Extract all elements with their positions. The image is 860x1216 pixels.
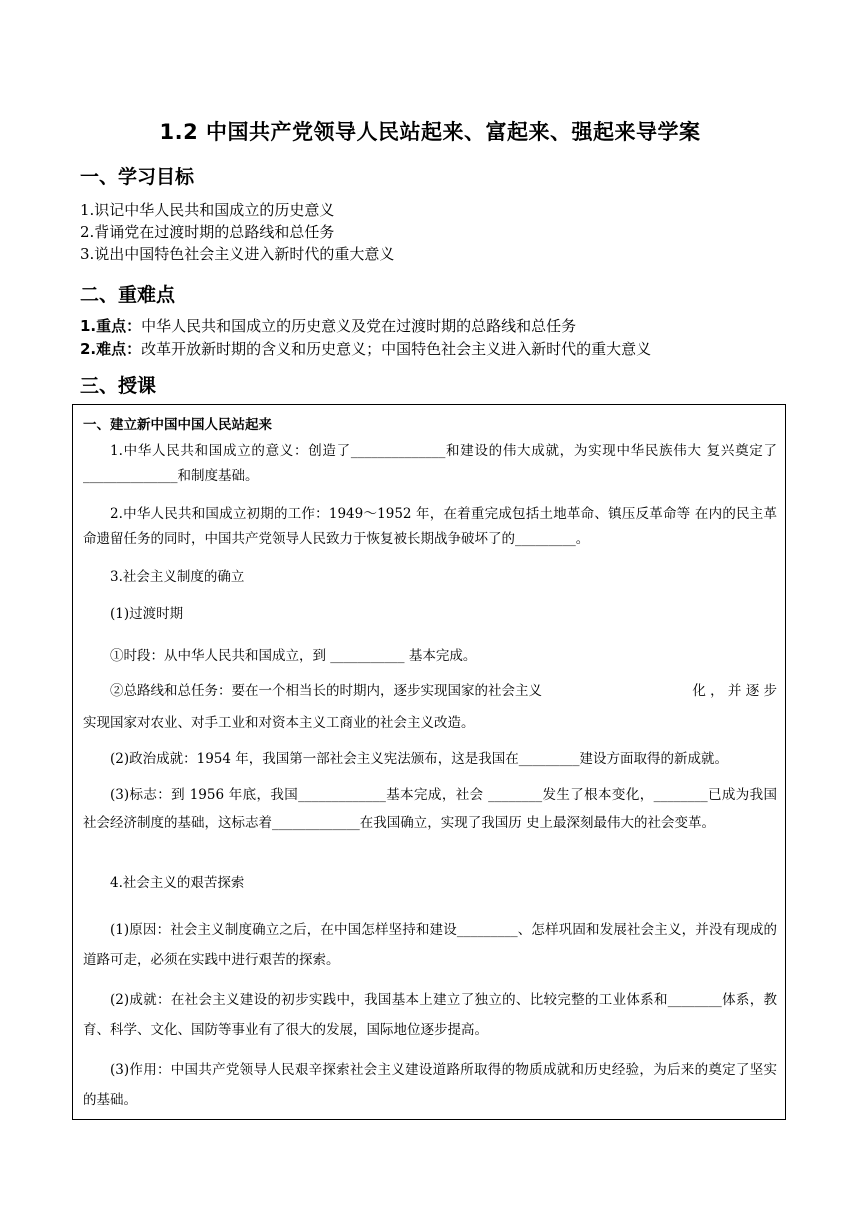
key-point-line <box>80 315 576 337</box>
lesson-box <box>72 404 786 1120</box>
section-heading-lesson: 三、授课 <box>80 375 157 397</box>
key-point-text: 中华人民共和国成立的历史意义及党在过渡时期的总路线和总任务 <box>141 317 577 335</box>
lesson-paragraph: (2)政治成就：1954 年，我国第一部社会主义宪法颁布，这是我国在_________建设方面取得的新成就。 <box>110 751 729 767</box>
lesson-line: 4.社会主义的艰苦探索 <box>110 875 245 891</box>
lesson-paragraph: (1)原因：社会主义制度确立之后，在中国怎样坚持和建设_________、怎样巩固和发展社会主义，并没有现成的道路可走，必须在实践中进行艰苦的探索。 <box>83 922 777 968</box>
section-heading-objectives: 一、学习目标 <box>80 166 195 188</box>
objective-item: 1.识记中华人民共和国成立的历史意义 <box>80 201 335 219</box>
document-title: 1.2 中国共产党领导人民站起来、富起来、强起来导学案 <box>159 120 701 144</box>
lesson-line: (1)过渡时期 <box>110 606 184 622</box>
lesson-paragraph: (3)作用：中国共产党领导人民艰辛探索社会主义建设道路所取得的物质成就和历史经验，为后来的奠定了坚实的基础。 <box>83 1062 777 1108</box>
difficulty-line <box>80 338 651 360</box>
objective-item: 2.背诵党在过渡时期的总路线和总任务 <box>80 223 335 241</box>
section-heading-key-points: 二、重难点 <box>80 284 176 306</box>
lesson-line-end: 化 ， 并 逐 步 <box>692 683 777 699</box>
objective-item: 3.说出中国特色社会主义进入新时代的重大意义 <box>80 245 395 263</box>
lesson-line: 3.社会主义制度的确立 <box>110 569 245 585</box>
lesson-paragraph: 2.中华人民共和国成立初期的工作：1949～1952 年，在着重完成包括土地革命、镇压反革命等 在内的民主革命遗留任务的同时，中国共产党领导人民致力于恢复被长期战争破坏了的_________。 <box>83 506 777 547</box>
lesson-line: 实现国家对农业、对手工业和对资本主义工商业的社会主义改造。 <box>83 715 475 731</box>
difficulty-label: 2.难点： <box>80 340 142 358</box>
lesson-box-heading: 一、建立新中国中国人民站起来 <box>83 417 272 433</box>
lesson-line: ②总路线和总任务：要在一个相当长的时期内，逐步实现国家的社会主义 <box>110 683 542 699</box>
difficulty-text: 改革开放新时期的含义和历史意义；中国特色社会主义进入新时代的重大意义 <box>141 340 652 358</box>
lesson-paragraph: (2)成就：在社会主义建设的初步实践中，我国基本上建立了独立的、比较完整的工业体系和________体系，教育、科学、文化、国防等事业有了很大的发展，国际地位逐步提高。 <box>83 992 777 1038</box>
lesson-paragraph: 1.中华人民共和国成立的意义：创造了______________和建设的伟大成就，为实现中华民族伟大 复兴奠定了______________和制度基础。 <box>83 443 777 484</box>
key-point-label: 1.重点： <box>80 317 142 335</box>
lesson-paragraph: (3)标志：到 1956 年底，我国_____________基本完成，社会 ________发生了根本变化，________已成为我国社会经济制度的基础，这标志着_____________在我国确立，实现了我国历 史上最深刻最伟大的社会变革。 <box>83 787 777 831</box>
lesson-line: ①时段：从中华人民共和国成立，到 ___________ 基本完成。 <box>110 648 477 664</box>
